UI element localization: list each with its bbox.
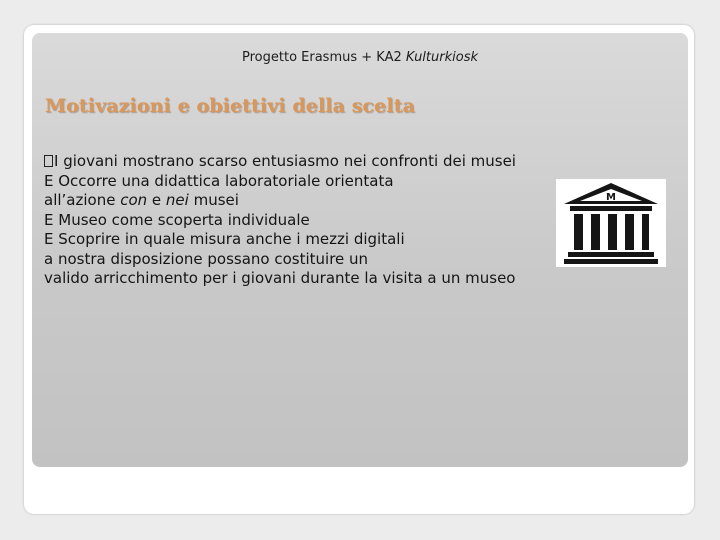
line3-emphasis-nei: nei — [165, 191, 189, 209]
body-line-2: E Occorre una didattica laboratoriale orientata — [44, 171, 394, 190]
missing-glyph-icon — [44, 155, 53, 167]
body-line-3 — [44, 191, 516, 211]
line1-text: giovani mostrano scarso entusiasmo nei confronti dei musei — [58, 152, 516, 170]
header-text: Progetto Erasmus + KA2 — [242, 50, 406, 65]
slide-title: Motivazioni e obiettivi della scelta — [45, 95, 415, 117]
line3-mid: e — [147, 191, 166, 209]
body-line-6: a nostra disposizione possano costituire un — [44, 249, 369, 268]
museum-building-icon — [556, 179, 666, 267]
slide-header — [32, 50, 688, 65]
line3-emphasis-con: con — [120, 191, 148, 209]
line3-prefix: all’azione — [44, 191, 121, 209]
content-panel — [32, 33, 688, 467]
body-line-5: E Scoprire in quale misura anche i mezzi digitali — [44, 230, 405, 248]
body-line-7: valido arricchimento per i giovani durante la visita a un museo — [44, 269, 516, 287]
body-line-4: E Museo come scoperta individuale — [44, 210, 310, 229]
header-emphasis: Kulturkiosk — [405, 50, 478, 65]
line3-suffix: musei — [188, 191, 239, 209]
body-line-1 — [44, 152, 516, 172]
museum-letter: M — [606, 192, 616, 203]
body-text — [44, 152, 516, 289]
line1-marker: I — [54, 152, 59, 170]
